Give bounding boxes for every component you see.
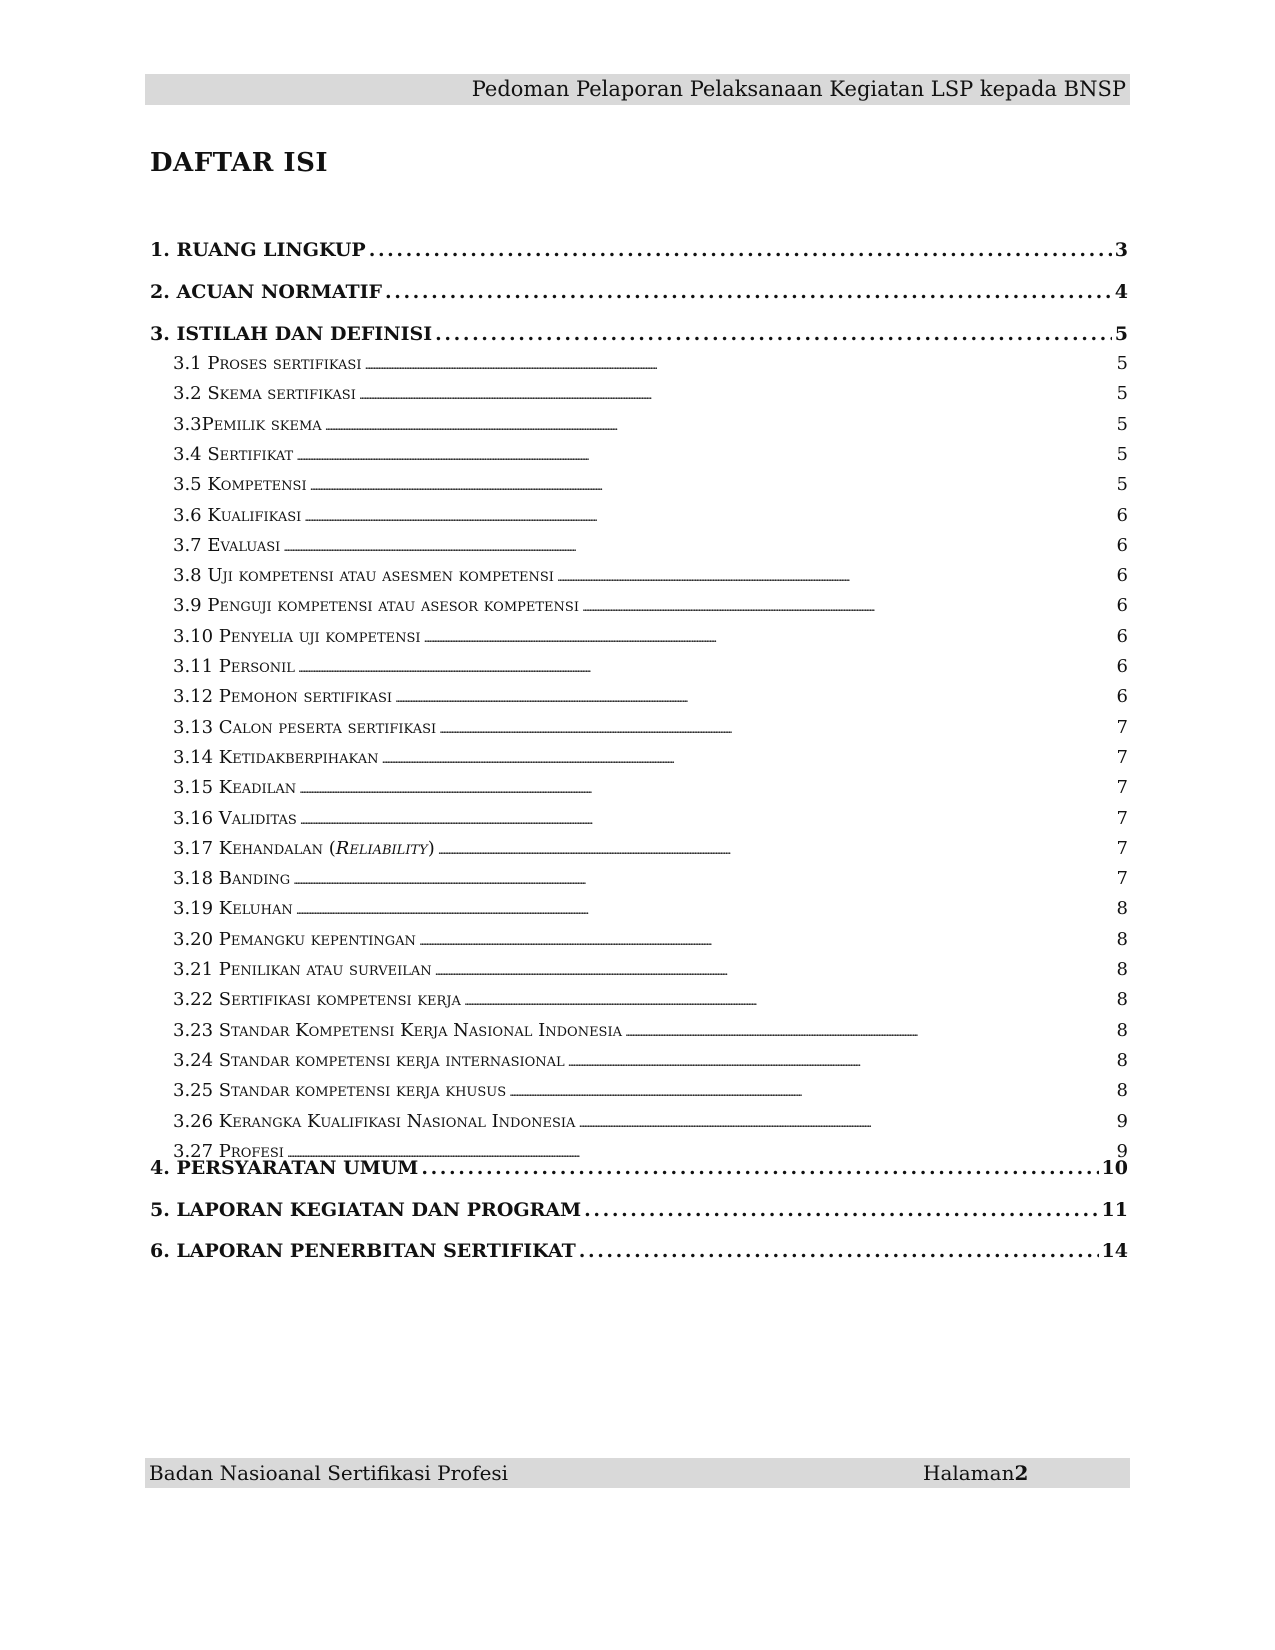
toc-leader-dots xyxy=(359,380,1114,409)
toc-entry-label: 3.27 Profesi xyxy=(173,1140,284,1162)
toc-entry-page: 6 xyxy=(1116,534,1128,556)
toc-entry-label: 3.2 Skema sertifikasi xyxy=(173,383,356,405)
footer-page-number: 2 xyxy=(1014,1461,1029,1485)
toc-entry-label: 3.22 Sertifikasi kompetensi kerja xyxy=(173,989,461,1011)
toc-leader-dots xyxy=(304,502,1113,531)
toc-entry-label: 4. PERSYARATAN UMUM xyxy=(150,1157,419,1179)
toc-leader-dots xyxy=(325,411,1114,440)
toc-entry-page: 7 xyxy=(1116,716,1128,738)
toc-entry-label: 3.11 Personil xyxy=(173,656,295,677)
toc-entry-label: 3.7 Evaluasi xyxy=(173,534,281,556)
toc-entry[interactable] xyxy=(150,562,1128,590)
footer-org: Badan Nasioanal Sertifikasi Profesi xyxy=(149,1461,509,1485)
toc-entry[interactable] xyxy=(150,683,1128,711)
toc-entry[interactable] xyxy=(150,411,1128,439)
toc-leader-dots xyxy=(509,1077,1113,1106)
toc-entry[interactable] xyxy=(150,865,1128,893)
toc-leader-dots xyxy=(385,278,1112,306)
toc-entry-label: 3.16 Validitas xyxy=(173,807,297,829)
toc-entry-label: 3.5 Kompetensi xyxy=(173,474,307,496)
toc-entry[interactable] xyxy=(150,592,1128,620)
toc-entry[interactable] xyxy=(150,502,1128,530)
toc-entry-label: 3.19 Keluhan xyxy=(173,898,293,920)
toc-entry[interactable] xyxy=(150,956,1128,984)
toc-leader-dots xyxy=(369,236,1112,264)
toc-entry[interactable] xyxy=(150,1047,1128,1075)
toc-entry-page: 6 xyxy=(1116,595,1128,617)
toc-leader-dots xyxy=(364,350,1113,379)
toc-entry-page: 3 xyxy=(1114,239,1128,261)
toc-leader-dots xyxy=(296,895,1114,924)
header-text: Pedoman Pelaporan Pelaksanaan Kegiatan LSP kepada BNSP xyxy=(471,77,1126,101)
footer-page xyxy=(923,1458,1028,1488)
toc-leader-dots xyxy=(419,926,1114,955)
toc-entry-page: 7 xyxy=(1116,868,1128,890)
toc-leader-dots xyxy=(296,441,1113,470)
toc-leader-dots xyxy=(395,683,1114,712)
toc-entry[interactable] xyxy=(150,895,1128,923)
toc-entry[interactable] xyxy=(150,926,1128,954)
toc-entry-label: 3.21 Penilikan atau surveilan xyxy=(173,959,432,980)
toc-entry-label: 3.13 Calon peserta sertifikasi xyxy=(173,716,437,738)
toc-entry-page: 8 xyxy=(1116,1019,1128,1041)
toc-entry[interactable] xyxy=(150,986,1128,1014)
toc-entry-page: 8 xyxy=(1116,898,1128,920)
toc-entry-label: 3.8 Uji kompetensi atau asesmen kompetensi xyxy=(173,565,554,587)
toc-entry-label: 3. ISTILAH DAN DEFINISI xyxy=(150,323,433,345)
toc-leader-dots xyxy=(299,774,1113,803)
toc-entry[interactable] xyxy=(150,1154,1128,1182)
toc-leader-dots xyxy=(300,805,1114,834)
toc-entry-label: 3.17 Kehandalan (Reliability) xyxy=(173,837,435,859)
toc-entry-label: 3.6 Kualifikasi xyxy=(173,504,302,526)
toc-entry[interactable] xyxy=(150,320,1128,348)
toc-entry-page: 5 xyxy=(1116,383,1128,405)
toc-entry-page: 6 xyxy=(1116,565,1128,587)
toc-entry-label: 3.15 Keadilan xyxy=(173,777,297,799)
toc-entry-page: 6 xyxy=(1116,686,1128,708)
toc-entry-label: 3.12 Pemohon sertifikasi xyxy=(173,686,392,708)
toc-entry-label: 3.14 Ketidakberpihakan xyxy=(173,746,379,768)
toc-entry-label: 3.18 Banding xyxy=(173,868,291,890)
toc-leader-dots xyxy=(435,320,1112,348)
toc-entry-page: 8 xyxy=(1116,989,1128,1011)
toc-entry-page: 5 xyxy=(1116,474,1128,496)
toc-entry-page: 5 xyxy=(1116,443,1128,465)
toc-entry-label: 5. LAPORAN KEGIATAN DAN PROGRAM xyxy=(150,1199,582,1221)
toc-leader-dots xyxy=(584,1196,1098,1224)
toc-leader-dots xyxy=(421,1154,1098,1182)
page-title: DAFTAR ISI xyxy=(150,148,329,178)
toc-leader-dots xyxy=(568,1047,1114,1076)
toc-entry-label: 1. RUANG LINGKUP xyxy=(150,239,366,261)
toc-entry[interactable] xyxy=(150,350,1128,378)
toc-entry-page: 14 xyxy=(1101,1240,1128,1262)
toc-entry-label: 3.10 Penyelia uji kompetensi xyxy=(173,625,421,647)
toc-leader-dots xyxy=(439,714,1113,743)
toc-entry[interactable] xyxy=(150,236,1128,264)
toc-entry-label: 3.26 Kerangka Kualifikasi Nasional Indonesia xyxy=(173,1110,576,1132)
toc-entry-page: 9 xyxy=(1116,1140,1128,1162)
toc-entry-label: 2. ACUAN NORMATIF xyxy=(150,281,382,303)
toc-entry-page: 7 xyxy=(1116,837,1128,859)
toc-entry-label: 3.24 Standar kompetensi kerja internasional xyxy=(173,1049,565,1071)
page-footer xyxy=(145,1458,1130,1488)
toc-leader-dots xyxy=(438,835,1114,864)
toc-entry[interactable] xyxy=(150,1077,1128,1105)
toc-entry-label: 3.23 Standar Kompetensi Kerja Nasional Indonesia xyxy=(173,1019,622,1041)
toc-leader-dots xyxy=(579,1237,1099,1265)
toc-leader-dots xyxy=(381,744,1113,773)
toc-entry-page: 6 xyxy=(1116,504,1128,526)
toc-entry[interactable] xyxy=(150,714,1128,742)
toc-entry-label: 6. LAPORAN PENERBITAN SERTIFIKAT xyxy=(150,1240,576,1262)
toc-entry-page: 8 xyxy=(1116,959,1128,980)
toc-leader-dots xyxy=(557,562,1114,591)
toc-leader-dots xyxy=(298,653,1114,682)
toc-entry-label: 3.1 Proses sertifikasi xyxy=(173,353,362,374)
toc-entry-page: 6 xyxy=(1116,656,1128,677)
toc-entry-page: 9 xyxy=(1116,1110,1128,1132)
toc-leader-dots xyxy=(283,532,1113,561)
toc-entry-page: 10 xyxy=(1101,1157,1128,1179)
toc-entry[interactable] xyxy=(150,1017,1128,1045)
page-header xyxy=(145,74,1130,105)
toc-leader-dots xyxy=(578,1108,1113,1137)
toc-entry-label: 3.20 Pemangku kepentingan xyxy=(173,928,416,950)
toc-entry[interactable] xyxy=(150,278,1128,306)
toc-entry-page: 7 xyxy=(1116,777,1128,799)
toc-entry-page: 7 xyxy=(1116,807,1128,829)
toc-entry-label: 3.9 Penguji kompetensi atau asesor kompetensi xyxy=(173,595,579,617)
toc-entry[interactable] xyxy=(150,471,1128,499)
toc-entry-page: 5 xyxy=(1114,323,1128,345)
toc-entry-label: 3.4 Sertifikat xyxy=(173,443,294,465)
toc-leader-dots xyxy=(310,471,1114,500)
toc-entry[interactable] xyxy=(150,623,1128,651)
toc-entry-label: 3.3Pemilik skema xyxy=(173,413,322,435)
toc-entry[interactable] xyxy=(150,1196,1128,1224)
toc-entry[interactable] xyxy=(150,441,1128,469)
toc-entry[interactable] xyxy=(150,1108,1128,1136)
toc-entry-label: 3.25 Standar kompetensi kerja khusus xyxy=(173,1080,507,1102)
toc-entry[interactable] xyxy=(150,653,1128,681)
toc-entry[interactable] xyxy=(150,744,1128,772)
toc-entry-page: 8 xyxy=(1116,928,1128,950)
toc-entry-page: 5 xyxy=(1116,353,1128,374)
toc-entry-page: 7 xyxy=(1116,746,1128,768)
toc-leader-dots xyxy=(625,1017,1114,1046)
toc-leader-dots xyxy=(464,986,1114,1015)
toc-entry-page: 11 xyxy=(1101,1199,1128,1221)
toc-leader-dots xyxy=(435,956,1114,985)
toc-entry-page: 8 xyxy=(1116,1080,1128,1102)
toc-entry-page: 8 xyxy=(1116,1049,1128,1071)
toc-entry[interactable] xyxy=(150,835,1128,863)
toc-entry[interactable] xyxy=(150,532,1128,560)
toc-entry[interactable] xyxy=(150,805,1128,833)
toc-entry-page: 4 xyxy=(1114,281,1128,303)
toc-leader-dots xyxy=(293,865,1113,894)
toc-entry[interactable] xyxy=(150,774,1128,802)
toc-leader-dots xyxy=(424,623,1114,652)
toc-entry[interactable] xyxy=(150,1237,1128,1265)
toc-entry[interactable] xyxy=(150,380,1128,408)
toc-entry-page: 6 xyxy=(1116,625,1128,647)
toc-leader-dots xyxy=(582,592,1114,621)
toc-entry-page: 5 xyxy=(1116,413,1128,435)
footer-page-label: Halaman xyxy=(923,1461,1015,1485)
